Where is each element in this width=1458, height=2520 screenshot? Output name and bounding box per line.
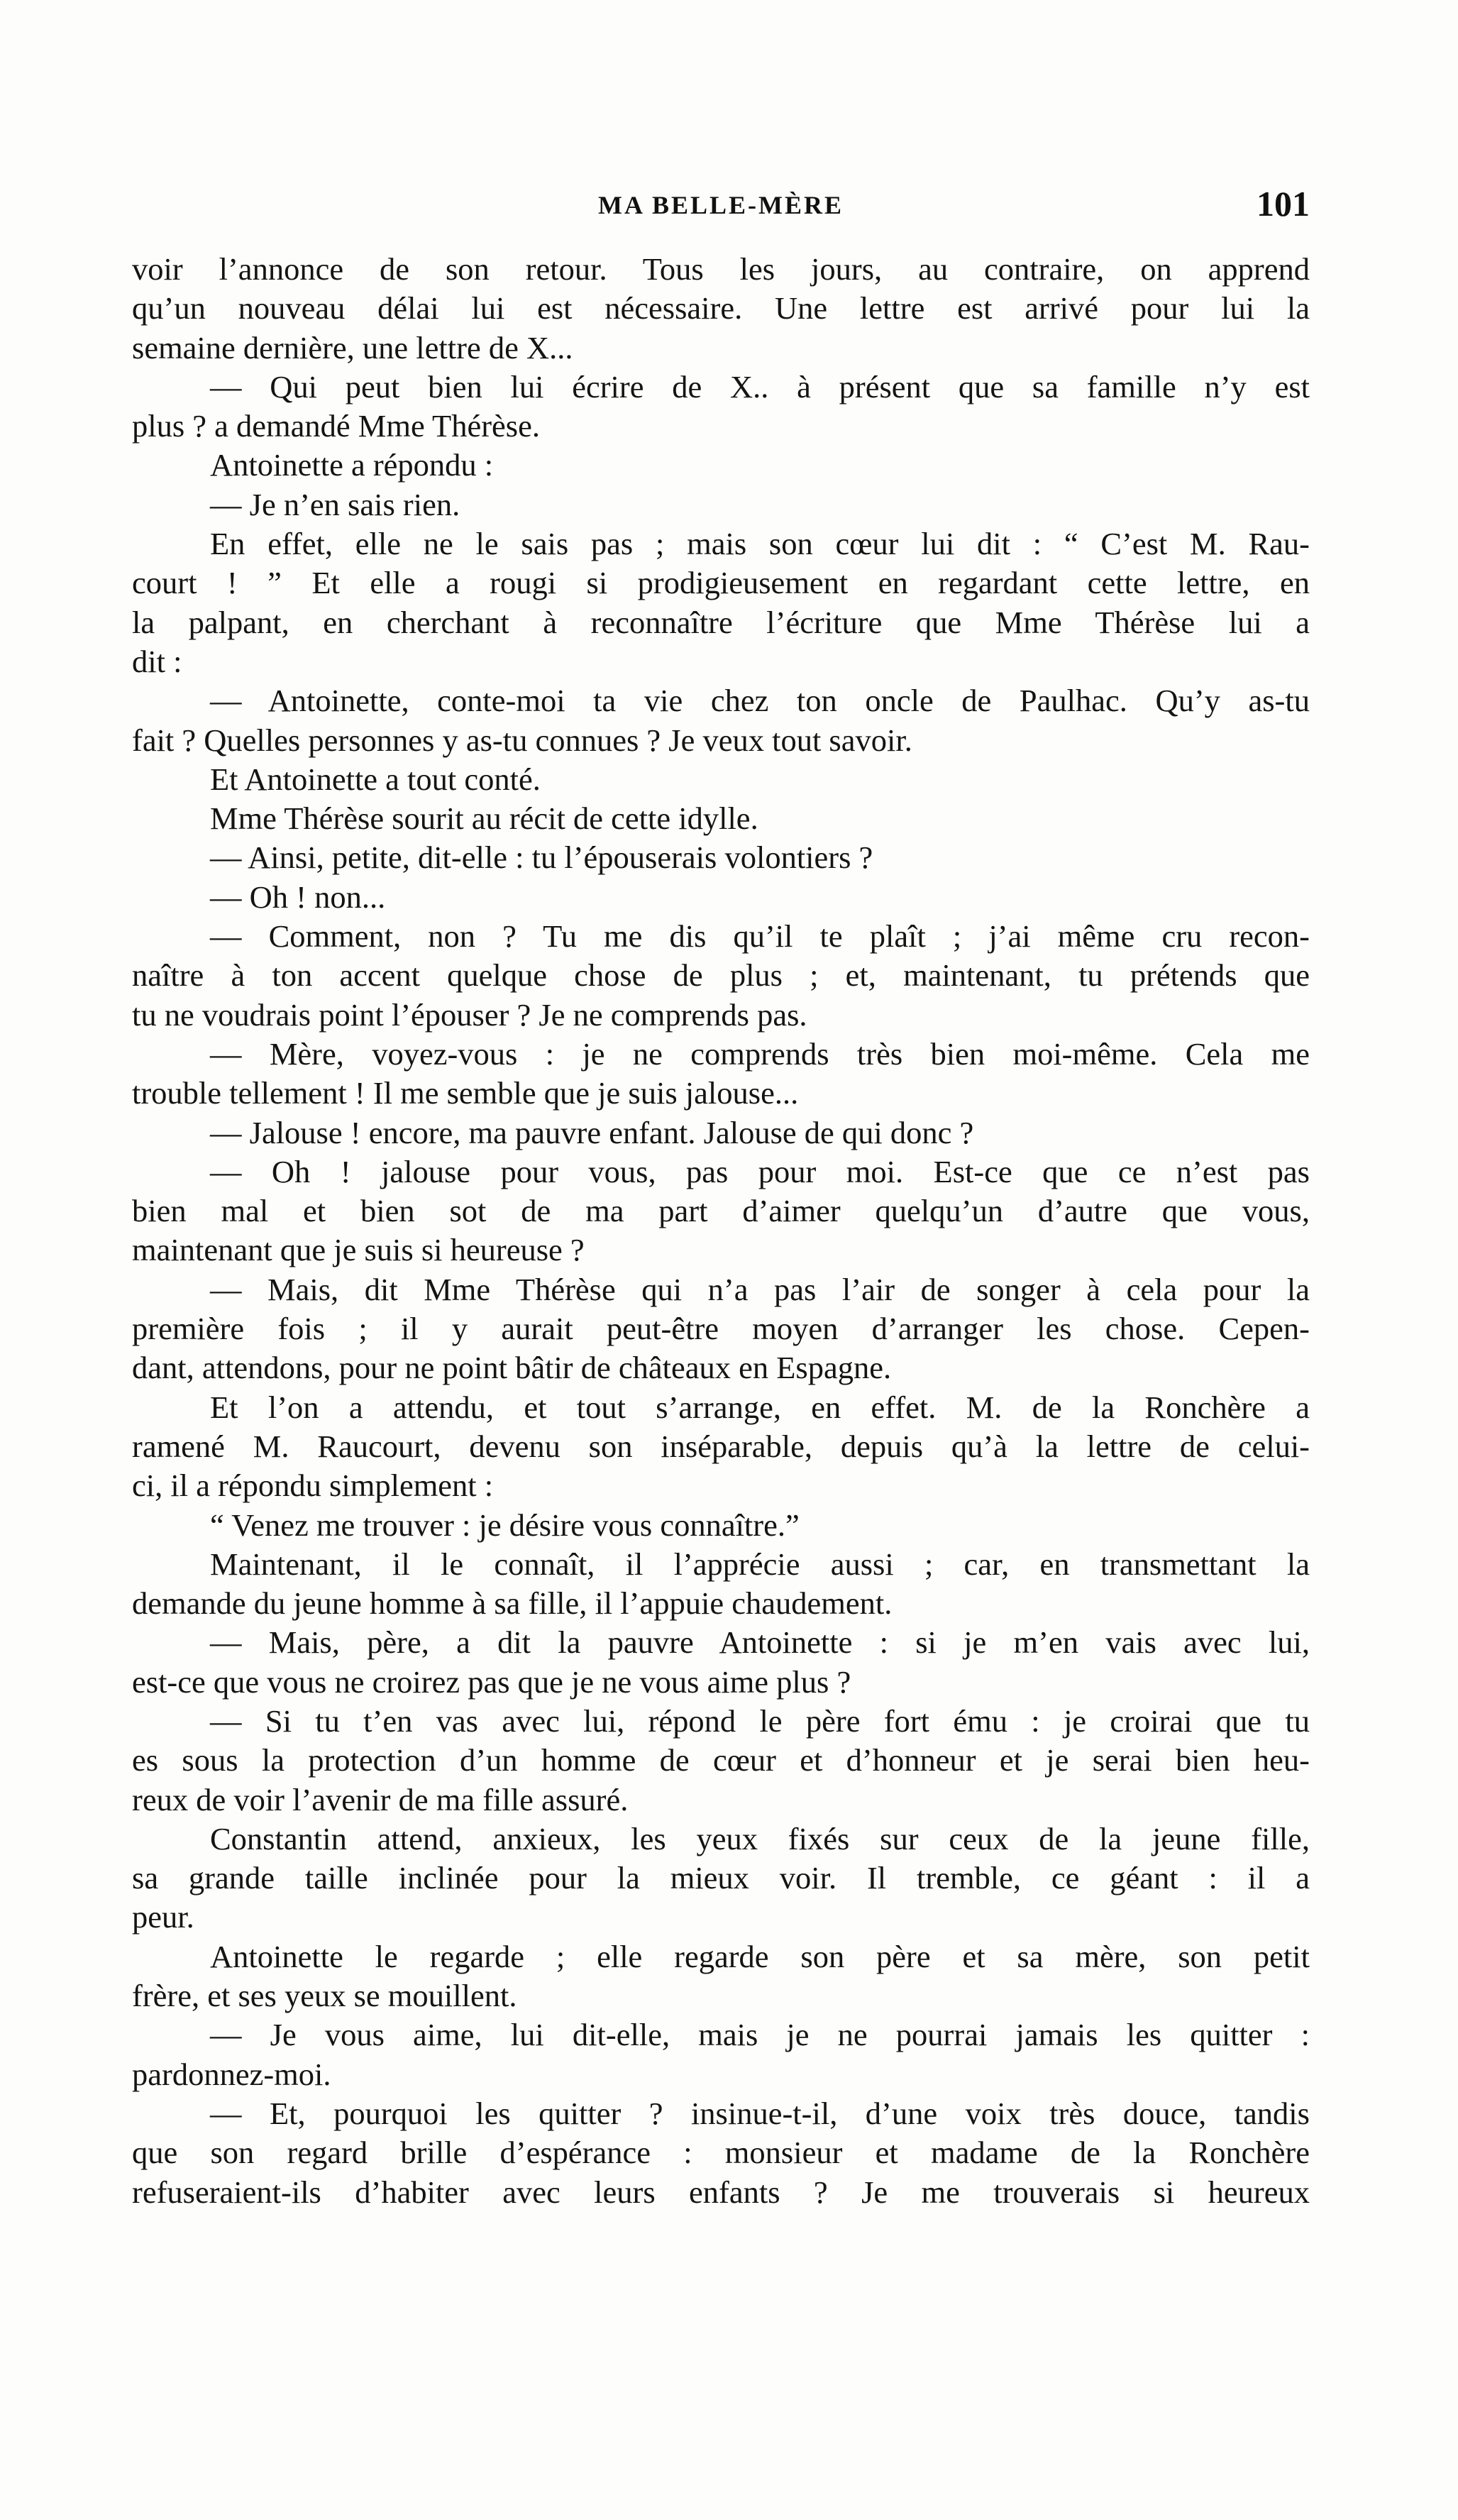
text-line: la palpant, en cherchant à reconnaître l’écriture que Mme Thérèse lui a bbox=[132, 604, 1310, 640]
text-line: reux de voir l’avenir de ma fille assuré. bbox=[132, 1781, 629, 1817]
text-line: plus ? a demandé Mme Thérèse. bbox=[132, 408, 541, 444]
text-line: est-ce que vous ne croirez pas que je ne vous aime plus ? bbox=[132, 1663, 851, 1700]
text-line: qu’un nouveau délai lui est nécessaire. Une lettre est arrivé pour lui la bbox=[132, 290, 1310, 326]
text-line: — Si tu t’en vas avec lui, répond le père fort ému : je croirai que tu bbox=[210, 1702, 1310, 1739]
text-line: — Jalouse ! encore, ma pauvre enfant. Jalouse de qui donc ? bbox=[210, 1114, 974, 1150]
text-line: — Mais, père, a dit la pauvre Antoinette : si je m’en vais avec lui, bbox=[210, 1624, 1310, 1661]
text-line: — Je vous aime, lui dit-elle, mais je ne pourrai jamais les quitter : bbox=[210, 2017, 1310, 2053]
text-line: Antoinette a répondu : bbox=[210, 447, 494, 483]
text-line: “ Venez me trouver : je désire vous connaître.” bbox=[210, 1507, 800, 1543]
text-line: Maintenant, il le connaît, il l’apprécie aussi ; car, en transmettant la bbox=[210, 1546, 1310, 1582]
text-line: Mme Thérèse sourit au récit de cette idylle. bbox=[210, 800, 758, 837]
page-number: 101 bbox=[1257, 184, 1310, 224]
text-line: trouble tellement ! Il me semble que je suis jalouse... bbox=[132, 1075, 799, 1111]
text-line: En effet, elle ne le sais pas ; mais son cœur lui dit : “ C’est M. Rau- bbox=[210, 526, 1310, 562]
text-line: ci, il a répondu simplement : bbox=[132, 1468, 494, 1504]
text-line: — Oh ! jalouse pour vous, pas pour moi. Est-ce que ce n’est pas bbox=[210, 1153, 1310, 1189]
text-line: — Qui peut bien lui écrire de X.. à présent que sa famille n’y est bbox=[210, 368, 1310, 405]
text-line: Constantin attend, anxieux, les yeux fixés sur ceux de la jeune fille, bbox=[210, 1820, 1310, 1856]
text-line: — Et, pourquoi les quitter ? insinue-t-il, d’une voix très douce, tandis bbox=[210, 2095, 1310, 2131]
text-line: pardonnez-moi. bbox=[132, 2056, 331, 2092]
text-line: frère, et ses yeux se mouillent. bbox=[132, 1978, 517, 2014]
text-line: Et l’on a attendu, et tout s’arrange, en effet. M. de la Ronchère a bbox=[210, 1389, 1310, 1425]
text-line: peur. bbox=[132, 1899, 194, 1935]
text-line: sa grande taille inclinée pour la mieux voir. Il tremble, ce géant : il a bbox=[132, 1860, 1310, 1896]
text-line: — Ainsi, petite, dit-elle : tu l’épouserais volontiers ? bbox=[210, 840, 873, 876]
text-line: voir l’annonce de son retour. Tous les jours, au contraire, on apprend bbox=[132, 251, 1310, 287]
text-line: Et Antoinette a tout conté. bbox=[210, 761, 541, 797]
running-head bbox=[132, 183, 1310, 226]
text-line: Antoinette le regarde ; elle regarde son père et sa mère, son petit bbox=[210, 1938, 1310, 1974]
text-line: naître à ton accent quelque chose de plus ; et, maintenant, tu prétends que bbox=[132, 957, 1310, 994]
text-line: bien mal et bien sot de ma part d’aimer quelqu’un d’autre que vous, bbox=[132, 1193, 1310, 1229]
text-line: demande du jeune homme à sa fille, il l’appuie chaudement. bbox=[132, 1585, 893, 1622]
text-line: es sous la protection d’un homme de cœur et d’honneur et je serai bien heu- bbox=[132, 1742, 1310, 1778]
text-line: que son regard brille d’espérance : monsieur et madame de la Ronchère bbox=[132, 2135, 1310, 2171]
running-title: MA BELLE-MÈRE bbox=[597, 191, 844, 219]
text-line: — Oh ! non... bbox=[210, 879, 386, 915]
text-line: — Mère, voyez-vous : je ne comprends très bien moi-même. Cela me bbox=[210, 1035, 1310, 1072]
text-line: — Comment, non ? Tu me dis qu’il te plaît ; j’ai même cru recon- bbox=[210, 918, 1310, 954]
text-line: — Mais, dit Mme Thérèse qui n’a pas l’air de songer à cela pour la bbox=[210, 1271, 1310, 1307]
text-line: première fois ; il y aurait peut-être moyen d’arranger les chose. Cepen- bbox=[132, 1311, 1310, 1347]
body-text bbox=[132, 250, 1310, 2212]
text-line: tu ne voudrais point l’épouser ? Je ne comprends pas. bbox=[132, 996, 807, 1033]
text-line: dit : bbox=[132, 643, 182, 679]
text-line: — Je n’en sais rien. bbox=[210, 486, 460, 522]
text-line: semaine dernière, une lettre de X... bbox=[132, 329, 573, 365]
text-line: fait ? Quelles personnes y as-tu connues ? Je veux tout savoir. bbox=[132, 722, 912, 758]
text-line: ramené M. Raucourt, devenu son inséparable, depuis qu’à la lettre de celui- bbox=[132, 1428, 1310, 1464]
text-line: refuseraient-ils d’habiter avec leurs enfants ? Je me trouverais si heureux bbox=[132, 2174, 1310, 2210]
text-line: dant, attendons, pour ne point bâtir de châteaux en Espagne. bbox=[132, 1350, 892, 1386]
text-line: maintenant que je suis si heureuse ? bbox=[132, 1232, 585, 1268]
text-line: — Antoinette, conte-moi ta vie chez ton oncle de Paulhac. Qu’y as-tu bbox=[210, 683, 1310, 719]
text-line: court ! ” Et elle a rougi si prodigieusement en regardant cette lettre, en bbox=[132, 565, 1310, 601]
